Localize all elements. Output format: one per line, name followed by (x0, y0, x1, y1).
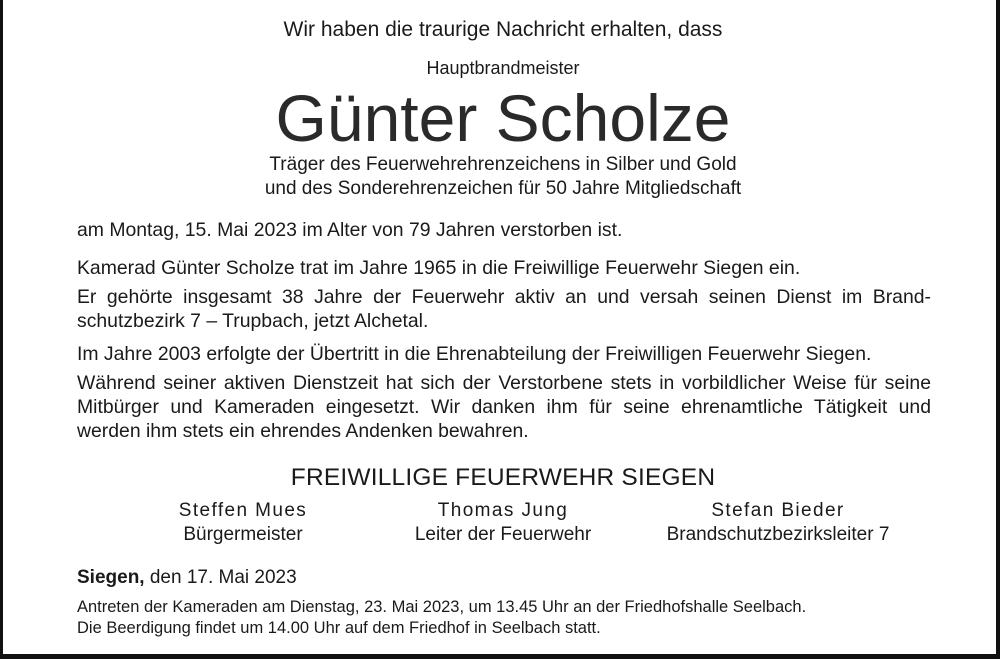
deceased-name: Günter Scholze (275, 81, 731, 155)
funeral-info-line-1: Antreten der Kameraden am Dienstag, 23. Mai 2023, um 13.45 Uhr an der Friedhofshalle Seelbach. (77, 598, 807, 616)
signatory-title: Brandschutzbezirksleiter 7 (666, 524, 890, 545)
deceased-rank: Hauptbrandmeister (426, 58, 580, 78)
signatory-3 (643, 499, 913, 547)
death-statement: am Montag, 15. Mai 2023 im Alter von 79 Jahren verstorben ist. (77, 219, 623, 241)
signatory-title: Bürgermeister (183, 524, 303, 545)
signatory-2 (393, 499, 613, 547)
place: Siegen, (77, 567, 145, 588)
signatory-name: Stefan Bieder (711, 500, 845, 521)
honors-line-2: und des Sonderehrenzeichen für 50 Jahre Mitgliedschaft (264, 178, 742, 199)
funeral-info (77, 597, 931, 639)
intro-line: Wir haben die traurige Nachricht erhalten, dass (283, 18, 723, 41)
honors-line-1: Träger des Feuerwehrehrenzeichens in Silber und Gold (269, 154, 737, 175)
date: den 17. Mai 2023 (144, 567, 297, 588)
funeral-info-line-2: Die Beerdigung findet um 14.00 Uhr auf dem Friedhof in Seelbach statt. (77, 619, 601, 637)
paragraph-gratitude: Während seiner aktiven Dienstzeit hat sich der Verstorbene stets in vorbildlicher Weise für seine Mitbürger und Kameraden eingesetzt. Wir danken ihm für seine ehrenamtliche Tätigkeit und werden ihm stets ein ehrendes Andenken bewahren. (77, 372, 931, 442)
organization-name: FREIWILLIGE FEUERWEHR SIEGEN (290, 464, 716, 491)
paragraph-joined: Kamerad Günter Scholze trat im Jahre 1965 in die Freiwillige Feuerwehr Siegen ein. (77, 257, 801, 279)
signatory-title: Leiter der Feuerwehr (414, 524, 592, 545)
signatory-name: Thomas Jung (437, 500, 569, 521)
signatory-name: Steffen Mues (178, 500, 308, 521)
place-date (77, 567, 931, 589)
signatory-1 (153, 499, 333, 547)
paragraph-service: Er gehörte insgesamt 38 Jahre der Feuerwehr aktiv an und versah seinen Dienst im Brand-schutzbezirk 7 – Trupbach, jetzt Alchetal. (77, 286, 931, 332)
paragraph-honorary: Im Jahre 2003 erfolgte der Übertritt in die Ehrenabteilung der Freiwilligen Feuerwehr Siegen. (77, 343, 872, 365)
honors (3, 153, 1000, 201)
